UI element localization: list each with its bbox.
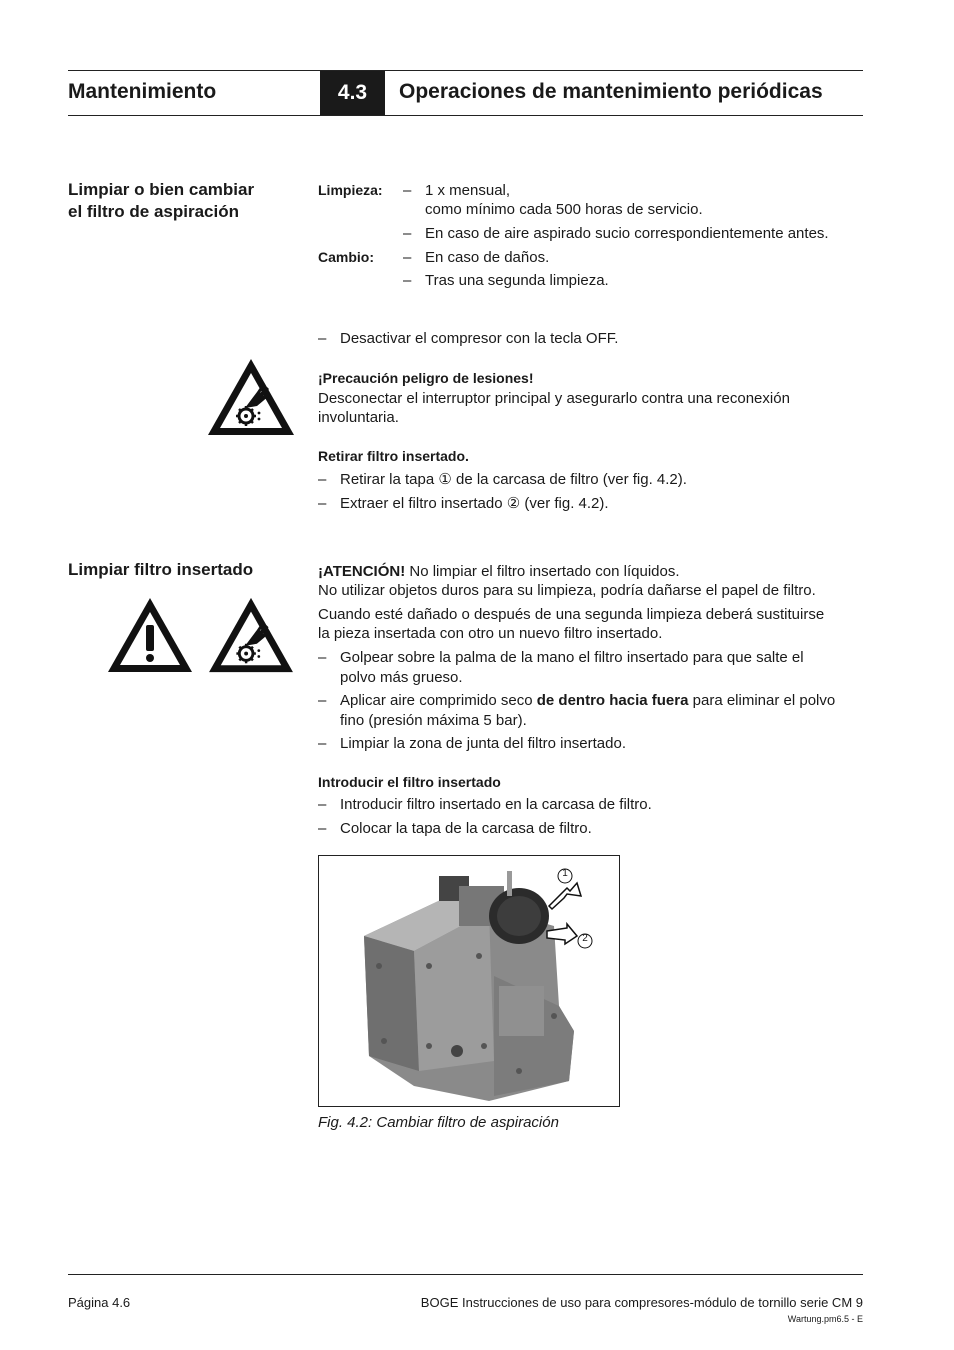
page-title: Operaciones de mantenimiento periódicas <box>399 80 823 103</box>
hand-gear-warning-icon <box>205 595 297 675</box>
limpieza-item-1b: como mínimo cada 500 horas de servicio. <box>425 201 703 218</box>
caution-title: ¡Precaución peligro de lesiones! <box>318 370 534 386</box>
dash: – <box>403 249 412 266</box>
page-number: Página 4.6 <box>68 1295 131 1310</box>
file-reference: Wartung.pm6.5 - E <box>787 1314 863 1324</box>
replace-line-1: Cuando esté dañado o después de una segunda limpieza deberá sustituirse <box>318 606 825 623</box>
compressor-figure <box>318 855 620 1107</box>
side-heading-filter: Limpiar o bien cambiar el filtro de aspiración <box>68 180 255 221</box>
cambio-item-2: Tras una segunda limpieza. <box>425 272 609 289</box>
insert-title: Introducir el filtro insertado <box>318 774 501 790</box>
remove-title: Retirar filtro insertado. <box>318 448 469 464</box>
footer-rule <box>68 1274 863 1275</box>
figure-caption: Fig. 4.2: Cambiar filtro de aspiración <box>318 1114 559 1131</box>
document-title: BOGE Instrucciones de uso para compresores-módulo de tornillo serie CM 9 <box>420 1295 863 1310</box>
attention-line-2: No utilizar objetos duros para su limpieza, podría dañarse el papel de filtro. <box>318 582 816 599</box>
side-heading-clean: Limpiar filtro insertado <box>68 560 254 579</box>
hand-gear-warning-icon <box>205 356 297 438</box>
cambio-label: Cambio: <box>318 249 374 265</box>
caution-text-2: involuntaria. <box>318 409 399 426</box>
dash: – <box>403 182 412 199</box>
figure-label-2: 2 <box>582 933 588 944</box>
figure-label-1: 1 <box>562 868 568 879</box>
header-bottom-rule <box>68 115 863 116</box>
header-top-rule <box>68 70 863 71</box>
attention-line: ¡ATENCIÓN! No limpiar el filtro insertado con líquidos. <box>318 563 680 580</box>
limpieza-item-1a: 1 x mensual, <box>425 182 511 199</box>
caution-text-1: Desconectar el interruptor principal y asegurarlo contra una reconexión <box>318 390 790 407</box>
exclamation-warning-icon <box>105 595 195 675</box>
limpieza-label: Limpieza: <box>318 182 383 198</box>
replace-line-2: la pieza insertada con otro un nuevo filtro insertado. <box>318 625 663 642</box>
limpieza-item-2: En caso de aire aspirado sucio correspondientemente antes. <box>425 225 829 242</box>
section-number: 4.3 <box>320 71 385 115</box>
dash: – <box>403 225 412 242</box>
cambio-item-1: En caso de daños. <box>425 249 550 266</box>
dash: – <box>403 272 412 289</box>
section-title: Mantenimiento <box>68 80 217 103</box>
